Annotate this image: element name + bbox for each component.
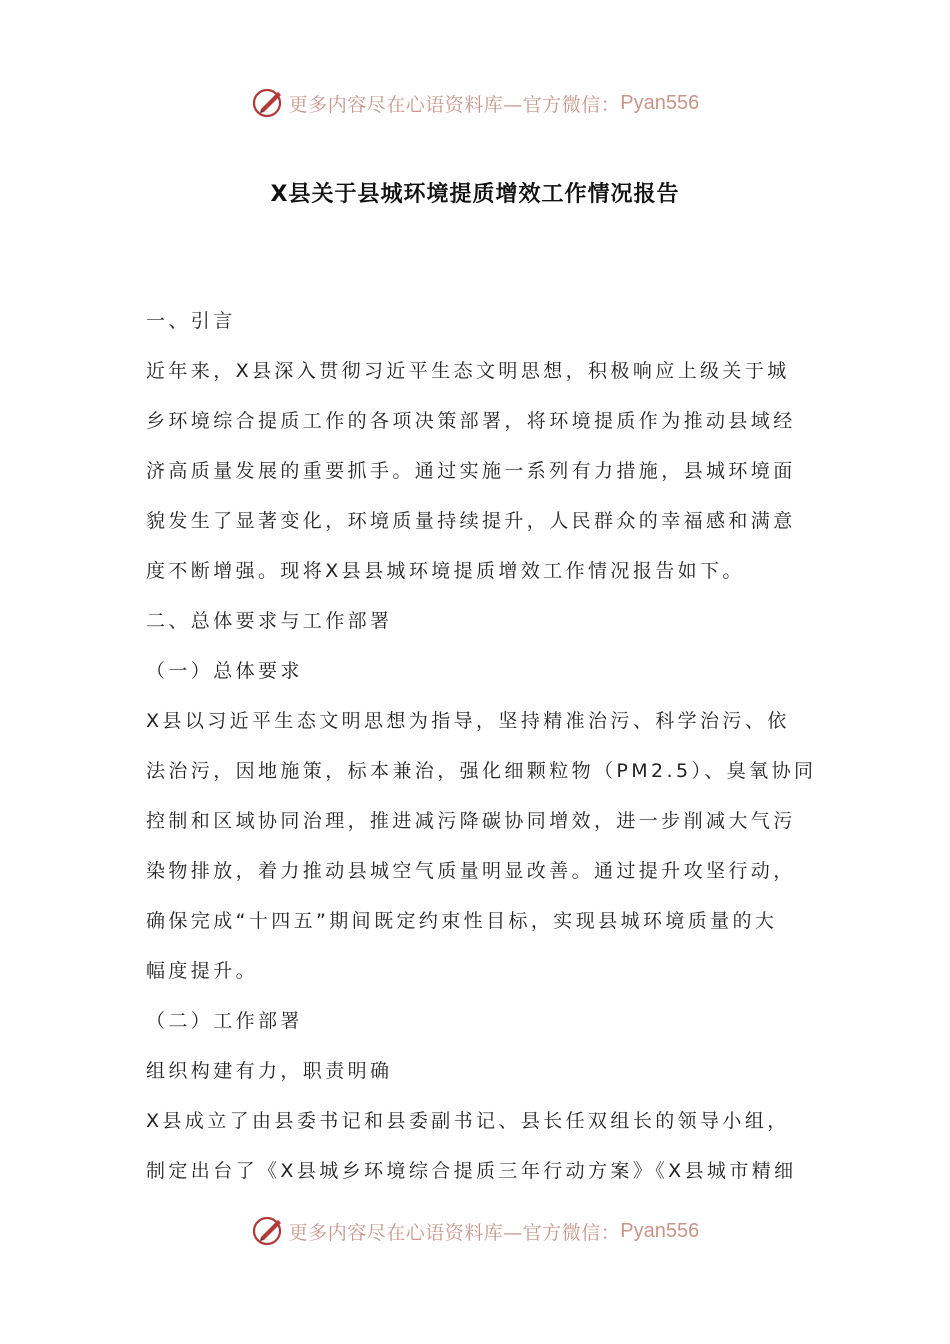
text-line: 控制和区域协同治理，推进减污降碳协同增效，进一步削减大气污 <box>146 810 796 832</box>
text-line: 济高质量发展的重要抓手。通过实施一系列有力措施，县城环境面 <box>146 460 796 482</box>
pen-logo-icon <box>251 85 287 121</box>
document-body <box>146 296 817 1196</box>
text-line: （一）总体要求 <box>146 660 303 682</box>
watermark-text: 更多内容尽在心语资料库—官方微信： <box>288 93 621 116</box>
text-line: 染物排放，着力推动县城空气质量明显改善。通过提升攻坚行动， <box>146 860 796 882</box>
text-line: 貌发生了显著变化，环境质量持续提升，人民群众的幸福感和满意 <box>146 510 796 532</box>
text-line: 制定出台了《X县城乡环境综合提质三年行动方案》《X县城市精细 <box>146 1160 797 1182</box>
text-line: 度不断增强。现将X县县城环境提质增效工作情况报告如下。 <box>146 560 745 582</box>
pen-logo-icon <box>251 1213 287 1249</box>
text-line: 近年来，X县深入贯彻习近平生态文明思想，积极响应上级关于城 <box>146 360 790 382</box>
watermark-text: 更多内容尽在心语资料库—官方微信： <box>288 1221 621 1244</box>
watermark-wechat-id: Pyan556 <box>620 1219 700 1242</box>
text-line: 幅度提升。 <box>146 960 259 982</box>
text-line: （二）工作部署 <box>146 1010 303 1032</box>
text-line: 法治污，因地施策，标本兼治，强化细颗粒物（PM2.5）、臭氧协同 <box>146 760 817 782</box>
text-line: 确保完成“十四五”期间既定约束性目标，实现县城环境质量的大 <box>146 910 778 932</box>
watermark-wechat-id: Pyan556 <box>620 91 700 114</box>
text-line: 乡环境综合提质工作的各项决策部署，将环境提质作为推动县域经 <box>146 410 796 432</box>
text-line: 一、引言 <box>146 310 236 332</box>
document-title: X县关于县城环境提质增效工作情况报告 <box>270 182 680 207</box>
text-line: X县成立了由县委书记和县委副书记、县长任双组长的领导小组， <box>146 1110 790 1132</box>
text-line: 二、总体要求与工作部署 <box>146 610 393 632</box>
text-line: 组织构建有力，职责明确 <box>146 1060 393 1082</box>
watermark-header <box>0 83 950 123</box>
watermark-footer <box>0 1211 950 1251</box>
text-line: X县以习近平生态文明思想为指导，坚持精准治污、科学治污、依 <box>146 710 790 732</box>
